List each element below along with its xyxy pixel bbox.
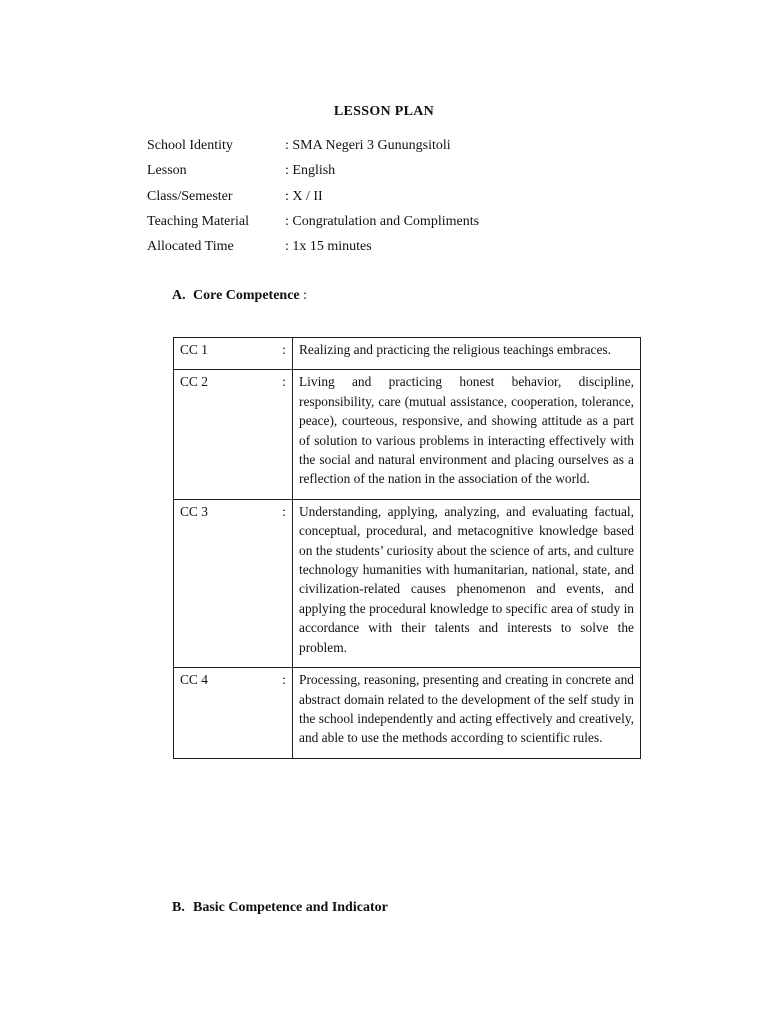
- table-row: [174, 499, 641, 667]
- core-competence-table: [173, 337, 641, 759]
- competence-code: CC 1: [180, 342, 208, 357]
- info-block: [147, 136, 479, 262]
- table-row: [174, 668, 641, 759]
- section-number: B.: [172, 900, 185, 915]
- section-title: Basic Competence and Indicator: [193, 900, 388, 915]
- code-cell: [174, 668, 293, 759]
- info-value: : X / II: [285, 188, 323, 204]
- code-separator: :: [282, 672, 286, 688]
- section-number: A.: [172, 288, 186, 303]
- table-row: [174, 370, 641, 499]
- section-colon: :: [299, 288, 308, 303]
- code-cell: [174, 499, 293, 667]
- info-value: : Congratulation and Compliments: [285, 213, 480, 229]
- info-value: : SMA Negeri 3 Gunungsitoli: [285, 138, 451, 153]
- info-row-time: [147, 237, 479, 262]
- info-row-school: [147, 136, 479, 161]
- competence-code: CC 4: [180, 672, 208, 688]
- section-title: Core Competence: [193, 288, 300, 303]
- code-cell: [174, 338, 293, 370]
- info-value: : English: [285, 163, 336, 179]
- code-separator: :: [282, 503, 286, 519]
- competence-description: Living and practicing honest behavior, discipline, responsibility, care (mutual assistance, cooperation, tolerance, peace), courteous, responsive, and showing attitude as a part of solution to various problems in interacting effectively with the social and natural environment and placing ourselves as a reflection of the nation in the association of the world.: [293, 370, 641, 499]
- info-row-lesson: [147, 161, 479, 186]
- info-label: Allocated Time: [147, 239, 234, 255]
- competence-description: Processing, reasoning, presenting and creating in concrete and abstract domain related to the development of the self study in the school independently and acting effectively and creatively, and able to use the methods according to scientific rules.: [293, 668, 641, 759]
- code-separator: :: [282, 374, 286, 390]
- info-label: Lesson: [147, 163, 187, 179]
- info-value: : 1x 15 minutes: [285, 239, 372, 255]
- info-label: Teaching Material: [147, 213, 250, 229]
- competence-description: Realizing and practicing the religious teachings embraces.: [293, 338, 641, 370]
- code-separator: :: [282, 342, 286, 357]
- competence-code: CC 3: [180, 503, 208, 519]
- info-row-material: [147, 212, 479, 237]
- page-title: LESSON PLAN: [333, 104, 435, 119]
- competence-description: Understanding, applying, analyzing, and evaluating factual, conceptual, procedural, and metacognitive knowledge based on the students’ curiosity about the science of arts, and culture technology humanities with humanitarian, national, state, and civilization-related causes phenomenon and events, and applying the procedural knowledge to specific area of study in accordance with their talents and interests to solve the problem.: [293, 499, 641, 667]
- competence-code: CC 2: [180, 374, 208, 390]
- section-a-heading: [172, 288, 307, 304]
- section-b-heading: [172, 900, 388, 916]
- info-row-class: [147, 187, 479, 212]
- code-cell: [174, 370, 293, 499]
- table-row: [174, 338, 641, 370]
- info-label: Class/Semester: [147, 188, 233, 204]
- info-label: School Identity: [147, 138, 233, 153]
